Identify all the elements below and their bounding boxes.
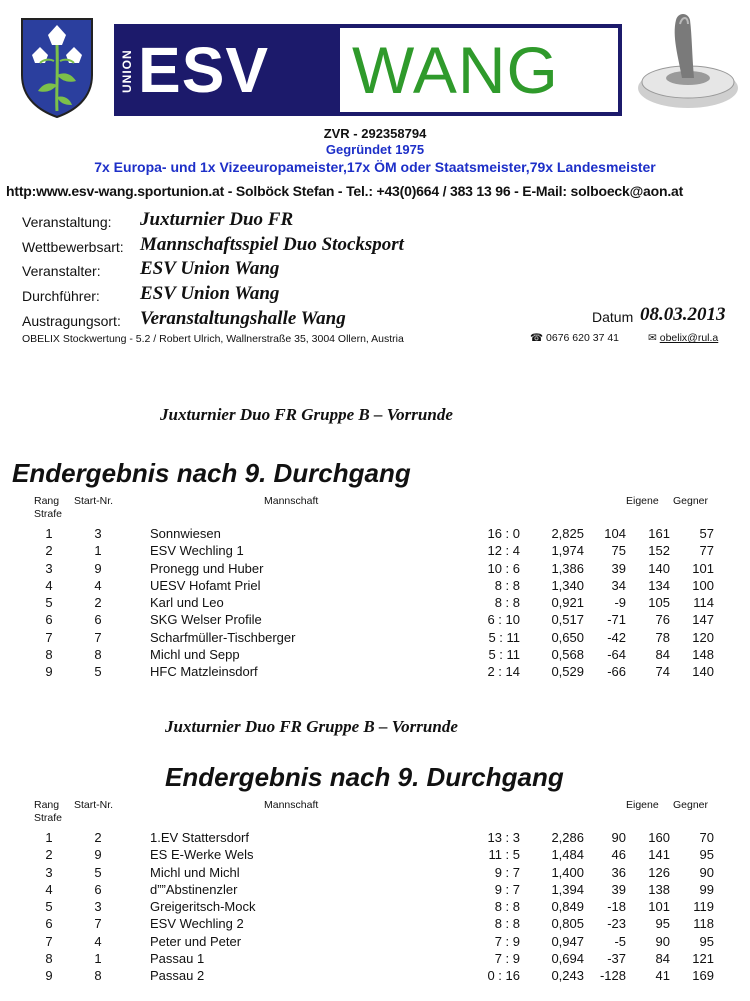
cell-start: 8 xyxy=(94,968,102,984)
cell-geg: 57 xyxy=(699,526,714,541)
cell-start: 4 xyxy=(94,933,102,949)
table-row xyxy=(24,525,714,542)
cell-geg: 120 xyxy=(692,629,714,645)
cell-diff: -66 xyxy=(607,664,626,680)
table-row xyxy=(24,577,714,594)
cell-rang: 6 xyxy=(45,916,53,932)
group2-title: Endergebnis nach 9. Durchgang xyxy=(165,762,564,792)
cell-team: ESV Wechling 1 xyxy=(150,543,244,559)
table-row xyxy=(24,542,714,559)
cell-diff: 34 xyxy=(611,577,626,593)
contact-line: http:www.esv-wang.sportunion.at - Solböck Stefan - Tel.: +43(0)664 / 383 13 96 - E-Mail: solboeck@aon.at xyxy=(6,183,684,199)
cell-score: 13 : 3 xyxy=(487,830,520,845)
table-row xyxy=(24,898,714,915)
table-row xyxy=(24,629,714,646)
cell-start: 8 xyxy=(94,647,102,663)
cell-eig: 140 xyxy=(648,560,670,576)
cell-geg: 70 xyxy=(699,830,714,845)
cell-diff: -64 xyxy=(607,647,626,663)
cell-quot: 0,805 xyxy=(551,916,584,932)
cell-eig: 41 xyxy=(655,968,670,984)
cell-eig: 95 xyxy=(655,916,670,932)
cell-score: 8 : 8 xyxy=(494,577,520,593)
cell-score: 12 : 4 xyxy=(487,543,520,559)
cell-rang: 2 xyxy=(45,847,53,863)
cell-score: 9 : 7 xyxy=(494,881,520,897)
cell-diff: -71 xyxy=(607,612,626,628)
cell-quot: 1,974 xyxy=(551,543,584,559)
cell-rang: 9 xyxy=(45,968,53,984)
cell-diff: -5 xyxy=(614,933,626,949)
cell-quot: 1,340 xyxy=(551,577,584,593)
cell-score: 16 : 0 xyxy=(487,526,520,541)
cell-geg: 169 xyxy=(692,968,714,984)
cell-rang: 5 xyxy=(45,899,53,915)
cell-team: Peter und Peter xyxy=(150,933,242,949)
cell-score: 7 : 9 xyxy=(494,951,520,967)
group1-col-strafe: Strafe xyxy=(34,508,63,520)
cell-rang: 1 xyxy=(45,526,53,541)
austragungsort-label: Austragungsort: xyxy=(22,313,121,329)
cell-eig: 161 xyxy=(648,526,670,541)
cell-eig: 101 xyxy=(648,899,670,915)
cell-diff: 104 xyxy=(604,526,626,541)
software-credit: OBELIX Stockwertung - 5.2 / Robert Ulrich, Wallnerstraße 35, 3004 Ollern, Austria xyxy=(22,333,404,345)
cell-geg: 119 xyxy=(693,899,714,915)
phone-number: 0676 620 37 41 xyxy=(546,332,620,344)
cell-score: 0 : 16 xyxy=(487,968,520,984)
email-address[interactable]: obelix@rul.a xyxy=(659,332,719,344)
cell-score: 2 : 14 xyxy=(487,664,520,680)
table-row xyxy=(24,967,714,984)
cell-start: 5 xyxy=(94,664,102,680)
cell-quot: 1,386 xyxy=(551,560,584,576)
cell-quot: 0,529 xyxy=(551,664,584,680)
club-banner-logo xyxy=(114,24,622,116)
cell-quot: 0,517 xyxy=(551,612,584,628)
group2-col-strafe: Strafe xyxy=(34,812,63,824)
cell-start: 1 xyxy=(94,951,102,967)
cell-team: Pronegg und Huber xyxy=(150,560,264,576)
cell-eig: 84 xyxy=(655,951,670,967)
cell-geg: 90 xyxy=(699,864,714,880)
cell-team: Karl und Leo xyxy=(150,595,224,611)
cell-rang: 1 xyxy=(45,830,53,845)
cell-score: 5 : 11 xyxy=(488,647,520,663)
cell-eig: 126 xyxy=(648,864,670,880)
cell-diff: 46 xyxy=(611,847,626,863)
wettbewerbsart-label: Wettbewerbsart: xyxy=(22,239,124,255)
cell-team: Michl und Sepp xyxy=(150,647,240,663)
table-row xyxy=(24,881,714,898)
table-row xyxy=(24,560,714,577)
cell-rang: 7 xyxy=(45,933,53,949)
cell-geg: 99 xyxy=(699,881,714,897)
banner-esv-text: ESV xyxy=(138,34,270,106)
cell-score: 5 : 11 xyxy=(488,629,520,645)
cell-rang: 8 xyxy=(45,647,53,663)
cell-eig: 78 xyxy=(655,629,670,645)
table-row xyxy=(24,594,714,611)
cell-team: Sonnwiesen xyxy=(150,526,221,541)
cell-start: 9 xyxy=(94,560,102,576)
cell-quot: 1,484 xyxy=(551,847,584,863)
cell-rang: 4 xyxy=(45,881,53,897)
cell-start: 2 xyxy=(94,595,102,611)
cell-rang: 8 xyxy=(45,951,53,967)
zvr-number: ZVR - 292358794 xyxy=(323,126,427,141)
cell-diff: -23 xyxy=(607,916,626,932)
cell-start: 7 xyxy=(94,629,102,645)
wettbewerbsart-value: Mannschaftsspiel Duo Stocksport xyxy=(140,234,404,255)
cell-diff: 90 xyxy=(611,830,626,845)
cell-eig: 160 xyxy=(648,830,670,845)
table-row xyxy=(24,663,714,680)
cell-start: 6 xyxy=(94,881,102,897)
cell-geg: 121 xyxy=(692,951,714,967)
datum-label: Datum xyxy=(592,309,634,325)
cell-diff: 39 xyxy=(611,881,626,897)
group2-col-team: Mannschaft xyxy=(264,799,319,811)
cell-team: ESV Wechling 2 xyxy=(150,916,244,932)
cell-eig: 76 xyxy=(655,612,670,628)
cell-rang: 7 xyxy=(45,629,53,645)
durchfuehrer-label: Durchführer: xyxy=(22,288,100,304)
cell-team: ES E-Werke Wels xyxy=(150,847,254,863)
cell-geg: 77 xyxy=(699,543,714,559)
group1-col-team: Mannschaft xyxy=(264,495,319,507)
table-row xyxy=(24,829,714,846)
cell-eig: 134 xyxy=(648,577,670,593)
cell-diff: -37 xyxy=(607,951,626,967)
cell-eig: 105 xyxy=(648,595,670,611)
cell-rang: 4 xyxy=(45,577,53,593)
cell-quot: 0,694 xyxy=(551,951,584,967)
cell-start: 7 xyxy=(94,916,102,932)
cell-diff: -9 xyxy=(614,595,626,611)
cell-diff: -42 xyxy=(607,629,626,645)
cell-diff: -18 xyxy=(607,899,626,915)
cell-geg: 118 xyxy=(693,916,714,932)
table-row xyxy=(24,846,714,863)
cell-geg: 114 xyxy=(693,595,714,611)
group1-results-table xyxy=(24,525,714,681)
club-titles: 7x Europa- und 1x Vizeeuropameister,17x ÖM oder Staatsmeister,79x Landesmeister xyxy=(94,159,656,175)
veranstalter-value: ESV Union Wang xyxy=(140,258,280,279)
table-row xyxy=(24,933,714,950)
group1-col-eigene: Eigene xyxy=(626,495,659,507)
cell-score: 10 : 6 xyxy=(487,560,520,576)
cell-quot: 2,286 xyxy=(551,830,584,845)
veranstaltung-label: Veranstaltung: xyxy=(22,214,112,230)
cell-eig: 152 xyxy=(648,543,670,559)
cell-team: HFC Matzleinsdorf xyxy=(150,664,258,680)
email-contact xyxy=(648,332,718,344)
cell-score: 6 : 10 xyxy=(487,612,520,628)
cell-geg: 140 xyxy=(692,664,714,680)
cell-eig: 138 xyxy=(648,881,670,897)
group1-col-rang: Rang xyxy=(34,495,60,507)
cell-start: 3 xyxy=(94,526,102,541)
cell-team: Scharfmüller-Tischberger xyxy=(150,629,296,645)
cell-geg: 148 xyxy=(692,647,714,663)
cell-quot: 0,243 xyxy=(551,968,584,984)
founded-year: Gegründet 1975 xyxy=(325,142,425,157)
cell-team: UESV Hofamt Priel xyxy=(150,577,261,593)
table-row xyxy=(24,611,714,628)
cell-start: 1 xyxy=(94,543,102,559)
cell-diff: 39 xyxy=(611,560,626,576)
cell-team: SKG Welser Profile xyxy=(150,612,262,628)
banner-union-text: UNION xyxy=(120,49,134,93)
phone-contact xyxy=(530,332,619,344)
cell-geg: 100 xyxy=(692,577,714,593)
cell-team: Passau 1 xyxy=(150,951,205,967)
cell-eig: 74 xyxy=(655,664,670,680)
cell-geg: 101 xyxy=(692,560,714,576)
cell-rang: 5 xyxy=(45,595,53,611)
cell-start: 3 xyxy=(94,899,102,915)
group1-col-start: Start-Nr. xyxy=(74,495,114,507)
cell-start: 9 xyxy=(94,847,102,863)
cell-start: 2 xyxy=(94,830,102,845)
cell-quot: 0,947 xyxy=(551,933,584,949)
table-row xyxy=(24,915,714,932)
cell-score: 8 : 8 xyxy=(494,916,520,932)
cell-quot: 1,394 xyxy=(551,881,584,897)
cell-score: 11 : 5 xyxy=(488,847,520,863)
cell-geg: 95 xyxy=(699,847,714,863)
cell-quot: 2,825 xyxy=(551,526,584,541)
group1-col-gegner: Gegner xyxy=(673,495,709,507)
cell-eig: 141 xyxy=(648,847,670,863)
cell-start: 5 xyxy=(94,864,102,880)
cell-team: Greigeritsch-Mock xyxy=(150,899,256,915)
group1-subtitle: Juxturnier Duo FR Gruppe B – Vorrunde xyxy=(160,405,453,424)
cell-score: 8 : 8 xyxy=(494,899,520,915)
table-row xyxy=(24,864,714,881)
cell-team: Michl und Michl xyxy=(150,864,240,880)
cell-quot: 0,568 xyxy=(551,647,584,663)
cell-diff: 36 xyxy=(611,864,626,880)
cell-start: 4 xyxy=(94,577,102,593)
eisstock-icon xyxy=(632,6,742,114)
group2-col-gegner: Gegner xyxy=(673,799,709,811)
group2-col-eigene: Eigene xyxy=(626,799,659,811)
phone-icon: ☎ xyxy=(530,332,544,344)
veranstaltung-value: Juxturnier Duo FR xyxy=(140,209,294,230)
group2-col-rang: Rang xyxy=(34,799,60,811)
cell-rang: 9 xyxy=(45,664,53,680)
banner-wang-text: WANG xyxy=(352,33,559,107)
datum-value: 08.03.2013 xyxy=(640,304,726,325)
cell-rang: 3 xyxy=(45,560,53,576)
cell-team: 1.EV Stattersdorf xyxy=(150,830,249,845)
group2-subtitle: Juxturnier Duo FR Gruppe B – Vorrunde xyxy=(165,717,458,736)
cell-diff: 75 xyxy=(611,543,626,559)
austragungsort-value: Veranstaltungshalle Wang xyxy=(140,308,346,329)
cell-diff: -128 xyxy=(599,968,626,984)
cell-rang: 3 xyxy=(45,864,53,880)
cell-team: d””Abstinenzler xyxy=(150,881,238,897)
cell-quot: 0,650 xyxy=(551,629,584,645)
cell-quot: 1,400 xyxy=(551,864,584,880)
cell-quot: 0,921 xyxy=(551,595,584,611)
group1-title: Endergebnis nach 9. Durchgang xyxy=(12,458,411,488)
cell-score: 8 : 8 xyxy=(494,595,520,611)
municipal-crest-logo xyxy=(18,15,96,119)
cell-start: 6 xyxy=(94,612,102,628)
cell-geg: 147 xyxy=(692,612,714,628)
table-row xyxy=(24,950,714,967)
cell-quot: 0,849 xyxy=(551,899,584,915)
cell-score: 7 : 9 xyxy=(494,933,520,949)
durchfuehrer-value: ESV Union Wang xyxy=(140,283,280,304)
cell-eig: 84 xyxy=(655,647,670,663)
veranstalter-label: Veranstalter: xyxy=(22,263,101,279)
cell-team: Passau 2 xyxy=(150,968,205,984)
table-row xyxy=(24,646,714,663)
cell-rang: 6 xyxy=(45,612,53,628)
mail-icon: ✉ xyxy=(648,332,657,344)
group2-results-table xyxy=(24,829,714,985)
cell-eig: 90 xyxy=(655,933,670,949)
cell-geg: 95 xyxy=(699,933,714,949)
group2-col-start: Start-Nr. xyxy=(74,799,114,811)
cell-rang: 2 xyxy=(45,543,53,559)
cell-score: 9 : 7 xyxy=(494,864,520,880)
